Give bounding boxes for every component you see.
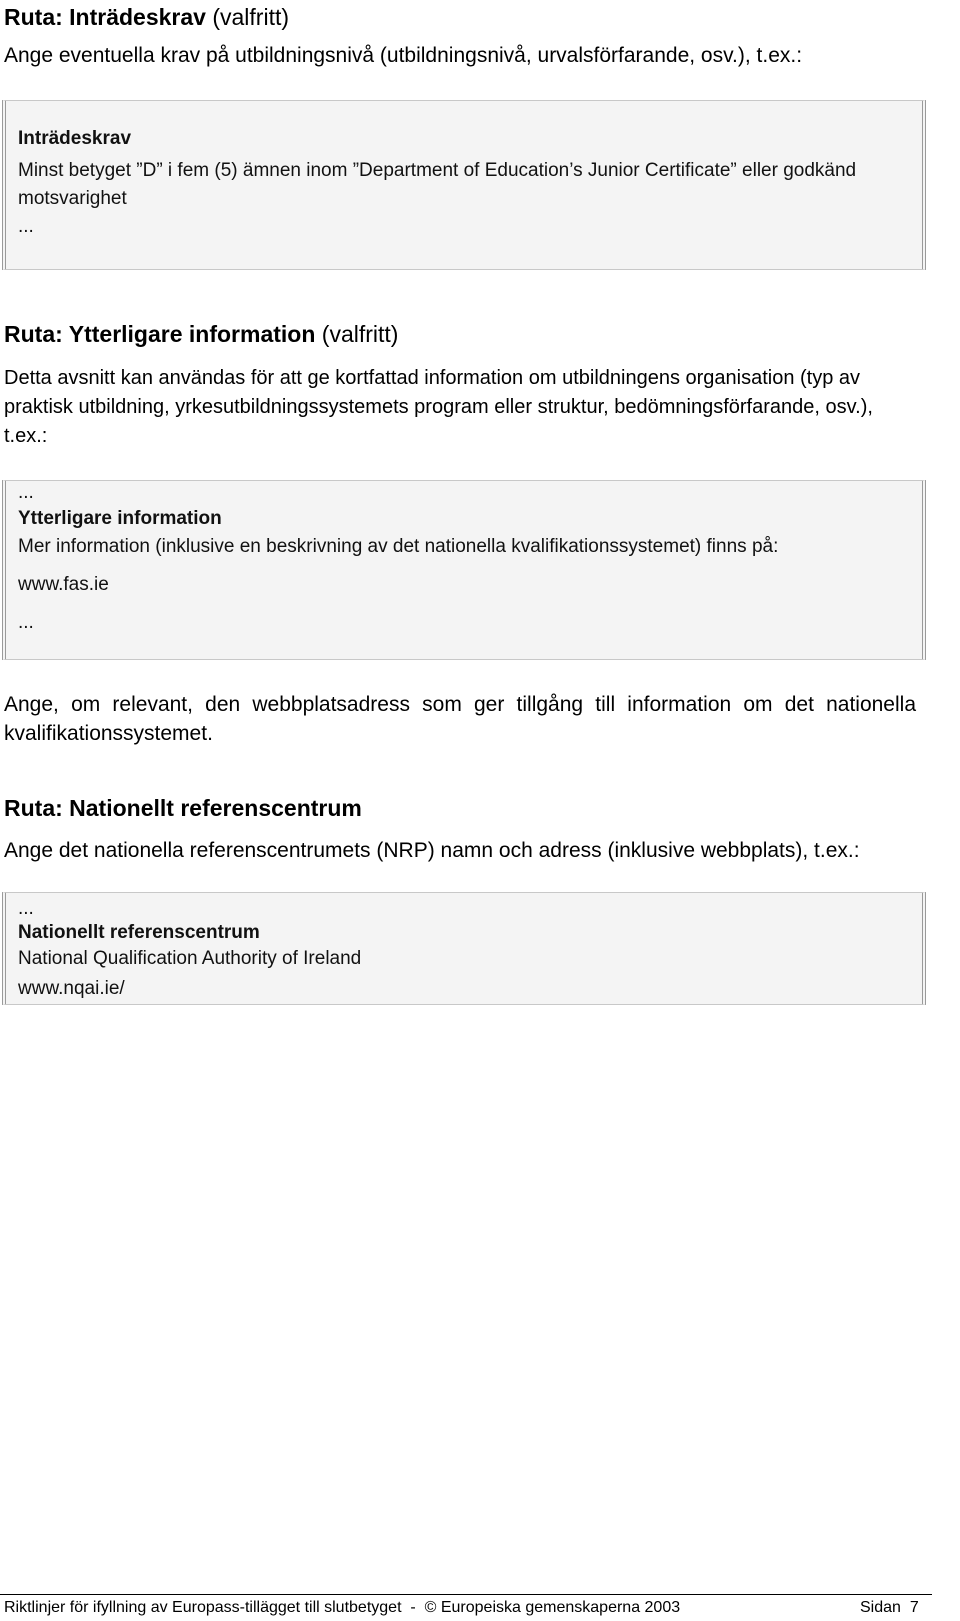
additional-info-intro-line: Detta avsnitt kan användas för att ge kortfattad information om utbildningens organisation (typ av [4, 367, 861, 389]
entry-requirements-intro: Ange eventuella krav på utbildningsnivå (utbildningsnivå, urvalsförfarande, osv.), t.ex.: [4, 44, 803, 67]
heading-optional: (valfritt) [321, 321, 399, 347]
box-title: Ytterligare information [18, 508, 222, 529]
box-title: Nationellt referenscentrum [18, 922, 260, 943]
section-heading-entry-requirements [4, 3, 289, 31]
section-heading-national-reference-point [4, 794, 362, 822]
heading-label: Ruta: Nationellt referenscentrum [4, 795, 362, 821]
entry-requirements-example-box [2, 100, 926, 270]
footer-text: Riktlinjer för ifyllning av Europass-tillägget till slutbetyget - © Europeiska gemenskaperna 2003 [4, 1599, 681, 1616]
additional-info-intro-line: t.ex.: [4, 425, 48, 447]
page-footer [4, 1599, 960, 1617]
box-ellipsis: ... [18, 612, 34, 633]
box-url: www.nqai.ie/ [18, 978, 125, 999]
section-heading-additional-info [4, 320, 398, 348]
box-title: Inträdeskrav [18, 128, 132, 149]
page-number: Sidan 7 [860, 1599, 919, 1616]
additional-info-intro-line: praktisk utbildning, yrkesutbildningssystemets program eller struktur, bedömningsförfarande, osv.), [4, 396, 873, 418]
box-text-line: National Qualification Authority of Ireland [18, 948, 362, 969]
additional-info-example-box [2, 480, 926, 660]
heading-optional: (valfritt) [212, 4, 290, 30]
heading-label: Ruta: Ytterligare information [4, 321, 316, 347]
box-text-line: motsvarighet [18, 188, 127, 209]
additional-info-note: Ange, om relevant, den webbplatsadress som ger tillgång till information om det nationella kvalifikationssystemet. [4, 693, 916, 745]
national-reference-point-intro: Ange det nationella referenscentrumets (NRP) namn och adress (inklusive webbplats), t.ex.: [4, 839, 860, 862]
box-ellipsis: ... [18, 898, 34, 919]
box-text-line: Mer information (inklusive en beskrivning av det nationella kvalifikationssystemet) finns på: [18, 536, 779, 557]
heading-label: Ruta: Inträdeskrav [4, 4, 206, 30]
footer-divider [0, 1594, 932, 1595]
box-url: www.fas.ie [18, 574, 109, 595]
box-ellipsis: ... [18, 216, 34, 237]
national-reference-point-example-box [2, 892, 926, 1005]
box-text-line: Minst betyget ”D” i fem (5) ämnen inom ”Department of Education’s Junior Certificate” eller godkänd [18, 160, 857, 181]
box-ellipsis: ... [18, 482, 34, 503]
